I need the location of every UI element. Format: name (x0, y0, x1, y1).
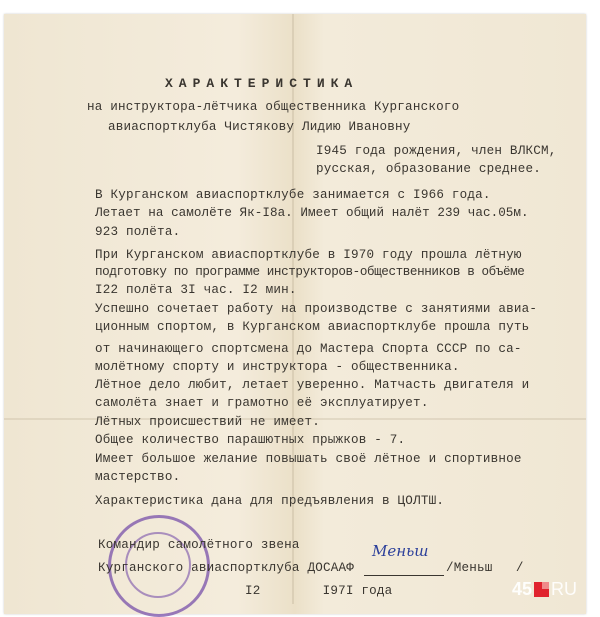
text-line: Лётных происшествий не имеет. (95, 415, 320, 429)
watermark-suffix: RU (551, 579, 578, 599)
document-title: ХАРАКТЕРИСТИКА (165, 76, 359, 91)
handwritten-signature: Меньш (372, 542, 429, 560)
text-line: В Курганском авиаспортклубе занимается с I966 года. (95, 188, 491, 202)
text-line: от начинающего спортсмена до Мастера Спорта СССР по са- (95, 342, 522, 356)
text-line: самолёта знает и грамотно её эксплуатирует. (95, 396, 429, 410)
text-line: русская, образование среднее. (316, 162, 541, 176)
signatory-org: Курганского авиаспортклуба ДОСААФ (98, 561, 354, 575)
text-line: I945 года рождения, член ВЛКСМ, (316, 144, 557, 158)
text-line: авиаспортклуба Чистякову Лидию Ивановну (108, 120, 411, 134)
text-line: подготовку по программе инструкторов-общественников в объёме (95, 265, 525, 279)
text-line: мастерство. (95, 470, 181, 484)
text-line: Имеет большое желание повышать своё лётное и спортивное (95, 452, 522, 466)
text-line: I22 полёта 3I час. I2 мин. (95, 283, 297, 297)
text-line: молётному спорту и инструктора - общественника. (95, 360, 460, 374)
text-line: При Курганском авиаспортклубе в I970 году прошла лётную (95, 248, 522, 262)
text-line: 923 полёта. (95, 225, 181, 239)
text-line: Успешно сочетает работу на производстве с занятиями авиа- (95, 302, 538, 316)
text-line: Лётное дело любит, летает уверенно. Матчасть двигателя и (95, 378, 530, 392)
document-date: I2 I97I года (245, 584, 393, 598)
signatory-role: Командир самолётного звена (98, 538, 300, 552)
watermark-logo-icon (534, 582, 549, 597)
site-watermark (512, 579, 577, 599)
text-line: Общее количество парашютных прыжков - 7. (95, 433, 406, 447)
text-line: Характеристика дана для предъявления в ЦОЛТШ. (95, 494, 445, 508)
signature-line (364, 575, 444, 576)
watermark-number: 45 (512, 579, 533, 599)
text-line: Летает на самолёте Як-I8а. Имеет общий налёт 239 час.05м. (95, 206, 529, 220)
text-line: на инструктора-лётчика общественника Курганского (87, 100, 460, 114)
text-line: ционным спортом, в Курганском авиаспортклубе прошла путь (95, 320, 530, 334)
signatory-name: /Меньш / (446, 561, 524, 575)
